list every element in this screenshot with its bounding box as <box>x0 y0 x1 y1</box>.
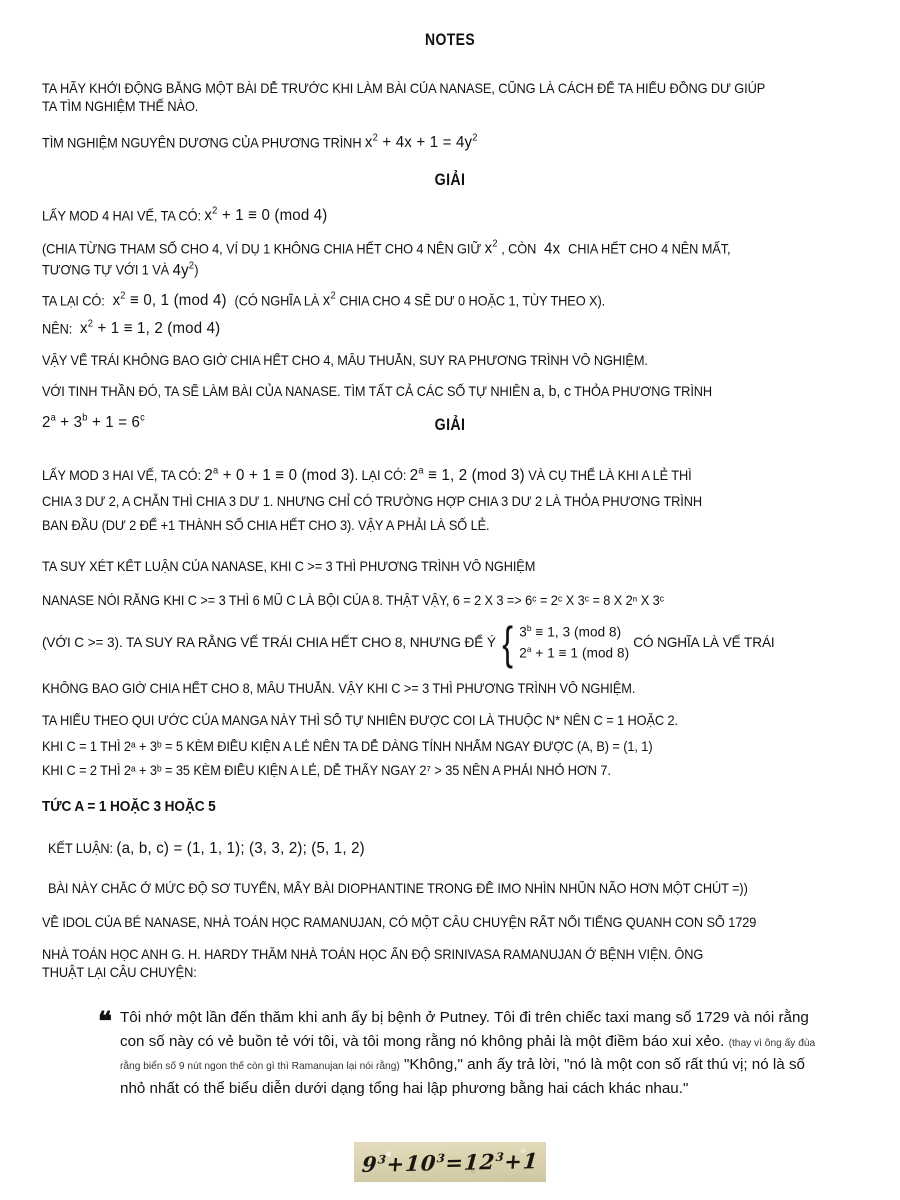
congruence-line-2: $2^a + 1 \equiv 1$ (mod 8) <box>519 644 630 661</box>
s1-step2-m1: $x^2$ <box>484 239 498 258</box>
solution-2-step-2: TA SUY XÉT KẾT LUẬN CỦA NANASE, KHI C >= 3 THÌ PHƯƠNG TRÌNH VÔ NGHIỆM <box>42 559 536 574</box>
s1-step2-m2: 4x <box>539 240 565 258</box>
solution-1-step-3 <box>42 290 867 311</box>
p2-lead-a: VỚI TINH THẦN ĐÓ, TA SẼ LÀM BÀI CỦA NANASE. TÌM TẤT CẢ CÁC SỐ TỰ NHIÊN <box>42 384 530 399</box>
problem-1-equation: $x^2 + 4x + 1 = 4y^2$ <box>364 133 478 152</box>
p2-lead-vars: a, b, c <box>533 383 571 400</box>
solution-2-final-answer <box>48 838 867 859</box>
quote-mark-icon: ❝ <box>98 1006 112 1036</box>
s1-step3-m1: $x^2 \equiv 0$, 1 (mod 4) <box>108 291 232 310</box>
closing-note-3-line2: THUẬT LẠI CÂU CHUYỆN: <box>42 964 197 980</box>
solution-1-step-2 <box>42 238 867 281</box>
closing-note-3-line1: NHÀ TOÁN HỌC ANH G. H. HARDY THĂM NHÀ TOÁN HỌC ẤN ĐỘ SRINIVASA RAMANUJAN Ở BỆNH VIỆN. ÔNG <box>42 947 704 962</box>
s1-step1-label: LẤY MOD 4 HAI VẾ, TA CÓ: <box>42 208 201 224</box>
closing-note-1: BÀI NÀY CHẮC Ở MỨC ĐỘ SƠ TUYỂN, MẤY BÀI DIOPHANTINE TRONG ĐỀ IMO NHÌN NHŨN NÃO HƠN MỘT CHÚT =)) <box>48 881 748 896</box>
s2-step1-m1: $2^a + 0 + 1 \equiv 0$ (mod 3) <box>204 465 355 484</box>
quote-part-2: "Không," anh ấy trả lời, "nó là một con số rất thú vị; nó là số nhỏ nhất có thể biểu diễn dưới dạng tổng hai lập phương bằng hai cách khác nhau." <box>120 1056 805 1097</box>
hardy-quote <box>0 1006 900 1100</box>
intro-paragraph <box>42 80 867 116</box>
s1-step2-b: , CÒN <box>501 241 537 257</box>
solution-2-step-3: NANASE NÓI RẰNG KHI C >= 3 THÌ 6 MŨ C LÀ BỘI CỦA 8. THẬT VẬY, 6 = 2 X 3 => 6ᶜ = 2ᶜ X 3ᶜ = 8 X 2ⁿ X 3ᶜ <box>42 593 665 608</box>
problem-1-label: TÌM NGHIỆM NGUYÊN DƯƠNG CỦA PHƯƠNG TRÌNH <box>42 135 362 151</box>
final-answer-value: (a, b, c) = (1, 1, 1); (3, 3, 2); (5, 1, 2) <box>116 840 365 857</box>
congruence-group <box>519 622 629 665</box>
quote-aside: (thay vì ông ấy đùa rằng biển số 9 nút ngon thế còn gì thì Ramanujan lại nói rằng) <box>120 1037 816 1073</box>
s1-step2-d: TƯƠNG TỰ VỚI 1 VÀ <box>42 262 170 278</box>
solution-2-step-7: KHI C = 1 THÌ 2ᵃ + 3ᵇ = 5 KÈM ĐIỀU KIỆN A LẺ NÊN TA DỄ DÀNG TÍNH NHẨM NGAY ĐƯỢC (A, B) = (1, 1) <box>42 739 653 754</box>
handwritten-equation: $9^3+10^3=12^3+1$ <box>360 1147 540 1177</box>
s1-step4-a: NÊN: <box>42 321 73 337</box>
final-answer-label: KẾT LUẬN: <box>48 841 113 856</box>
s2-step1-b: . LẠI CÓ: <box>354 468 407 483</box>
solution-2-step-5: KHÔNG BAO GIỜ CHIA HẾT CHO 8, MÂU THUẪN. VẬY KHI C >= 3 THÌ PHƯƠNG TRÌNH VÔ NGHIỆM. <box>42 681 636 696</box>
handwriting-scan-wrapper <box>0 1142 900 1182</box>
s1-step3-m2: $x^2$ <box>322 291 336 310</box>
solution-2-step-4 <box>42 616 870 669</box>
problem-1-statement <box>42 132 867 153</box>
p2-lead-b: THỎA PHƯƠNG TRÌNH <box>574 384 713 399</box>
s1-step3-a: TA LẠI CÓ: <box>42 293 105 309</box>
quote-part-1: Tôi nhớ một lần đến thăm khi anh ấy bị bệnh ở Putney. Tôi đi trên chiếc taxi mang số 1729 và nói rằng con số này có vẻ buồn tẻ với tôi, và tôi mong rằng nó không phải là một điềm báo xui xẻo. <box>120 1009 809 1050</box>
intro-line-1: TA HÃY KHỞI ĐỘNG BẰNG MỘT BÀI DỄ TRƯỚC KHI LÀM BÀI CỦA NANASE, CŨNG LÀ CÁCH ĐỂ TA HIỂU ĐỒNG DƯ GIÚP <box>42 81 766 96</box>
s1-step3-b: (CÓ NGHĨA LÀ <box>234 293 320 309</box>
solution-2-step-1 <box>42 462 867 538</box>
s2-step4-b: CÓ NGHĨA LÀ VẾ TRÁI <box>633 635 775 651</box>
left-brace-icon: { <box>502 616 513 669</box>
congruence-line-1: $3^b \equiv 1$, 3 (mod 8) <box>519 623 622 640</box>
s2-step1-m2: $2^a \equiv 1$, 2 (mod 3) <box>409 465 525 484</box>
s1-step1-math: $x^2 + 1 \equiv 0$ (mod 4) <box>204 206 328 225</box>
s1-step2-a: (CHIA TỪNG THAM SỐ CHO 4, VÍ DỤ 1 KHÔNG CHIA HẾT CHO 4 NÊN GIỮ <box>42 241 482 257</box>
s2-step1-a: LẤY MOD 3 HAI VẾ, TA CÓ: <box>42 468 201 483</box>
s1-step3-c: CHIA CHO 4 SẼ DƯ 0 HOẶC 1, TÙY THEO X). <box>339 293 606 309</box>
closing-note-3 <box>42 946 867 982</box>
solution-2-step-8: KHI C = 2 THÌ 2ᵃ + 3ᵇ = 35 KÈM ĐIỀU KIỆN A LẺ, DỄ THẤY NGAY 2⁷ > 35 NÊN A PHẢI NHỎ HƠN 7. <box>42 763 611 778</box>
intro-line-2: TA TÌM NGHIỆM THẾ NÀO. <box>42 98 199 114</box>
quote-text <box>120 1006 828 1100</box>
page-title: NOTES <box>424 30 476 49</box>
s2-step1-line3: BAN ĐẦU (DƯ 2 ĐỂ +1 THÀNH SỐ CHIA HẾT CHO 3). VẬY A PHẢI LÀ SỐ LẺ. <box>42 517 490 533</box>
solution-1-conclusion: VẬY VẾ TRÁI KHÔNG BAO GIỜ CHIA HẾT CHO 4, MÂU THUẪN, SUY RA PHƯƠNG TRÌNH VÔ NGHIỆM. <box>42 353 648 368</box>
solution-2-step-9: TỨC A = 1 HOẶC 3 HOẶC 5 <box>42 799 216 815</box>
problem-2-lead <box>42 382 867 402</box>
s1-step4-m: $x^2 + 1 \equiv 1$, 2 (mod 4) <box>75 319 221 338</box>
closing-note-2: VỀ IDOL CỦA BÉ NANASE, NHÀ TOÁN HỌC RAMANUJAN, CÓ MỘT CÂU CHUYỆN RẤT NỔI TIẾNG QUANH CON SỐ 1729 <box>42 915 757 930</box>
s1-step2-c: CHIA HẾT CHO 4 NÊN MẤT, <box>568 241 731 257</box>
s2-step1-line2: CHIA 3 DƯ 2, A CHẴN THÌ CHIA 3 DƯ 1. NHƯNG CHỈ CÓ TRƯỜNG HỢP CHIA 3 DƯ 2 LÀ THỎA PHƯƠNG TRÌNH <box>42 494 703 509</box>
solution-1-heading: GIẢI <box>434 170 466 189</box>
solution-2-step-6: TA HIỂU THEO QUI ƯỚC CỦA MANGA NÀY THÌ SỐ TỰ NHIÊN ĐƯỢC COI LÀ THUỘC N* NÊN C = 1 HOẶC 2. <box>42 713 678 728</box>
handwriting-scan-image <box>354 1142 546 1182</box>
solution-2-heading: GIẢI <box>434 415 466 434</box>
solution-1-step-4 <box>42 318 867 339</box>
problem-2-equation: $2^a + 3^b + 1 = 6^c$ <box>42 413 145 432</box>
solution-1-step-1 <box>42 205 867 226</box>
s2-step4-a: (VỚI C >= 3). TA SUY RA RẰNG VẾ TRÁI CHIA HẾT CHO 8, NHƯNG ĐỂ Ý <box>42 635 496 651</box>
s2-step1-c: VÀ CỤ THỂ LÀ KHI A LẺ THÌ <box>528 468 692 483</box>
s1-step2-e: ) <box>194 262 199 278</box>
s1-step2-m3: $4y^2$ <box>172 260 195 279</box>
